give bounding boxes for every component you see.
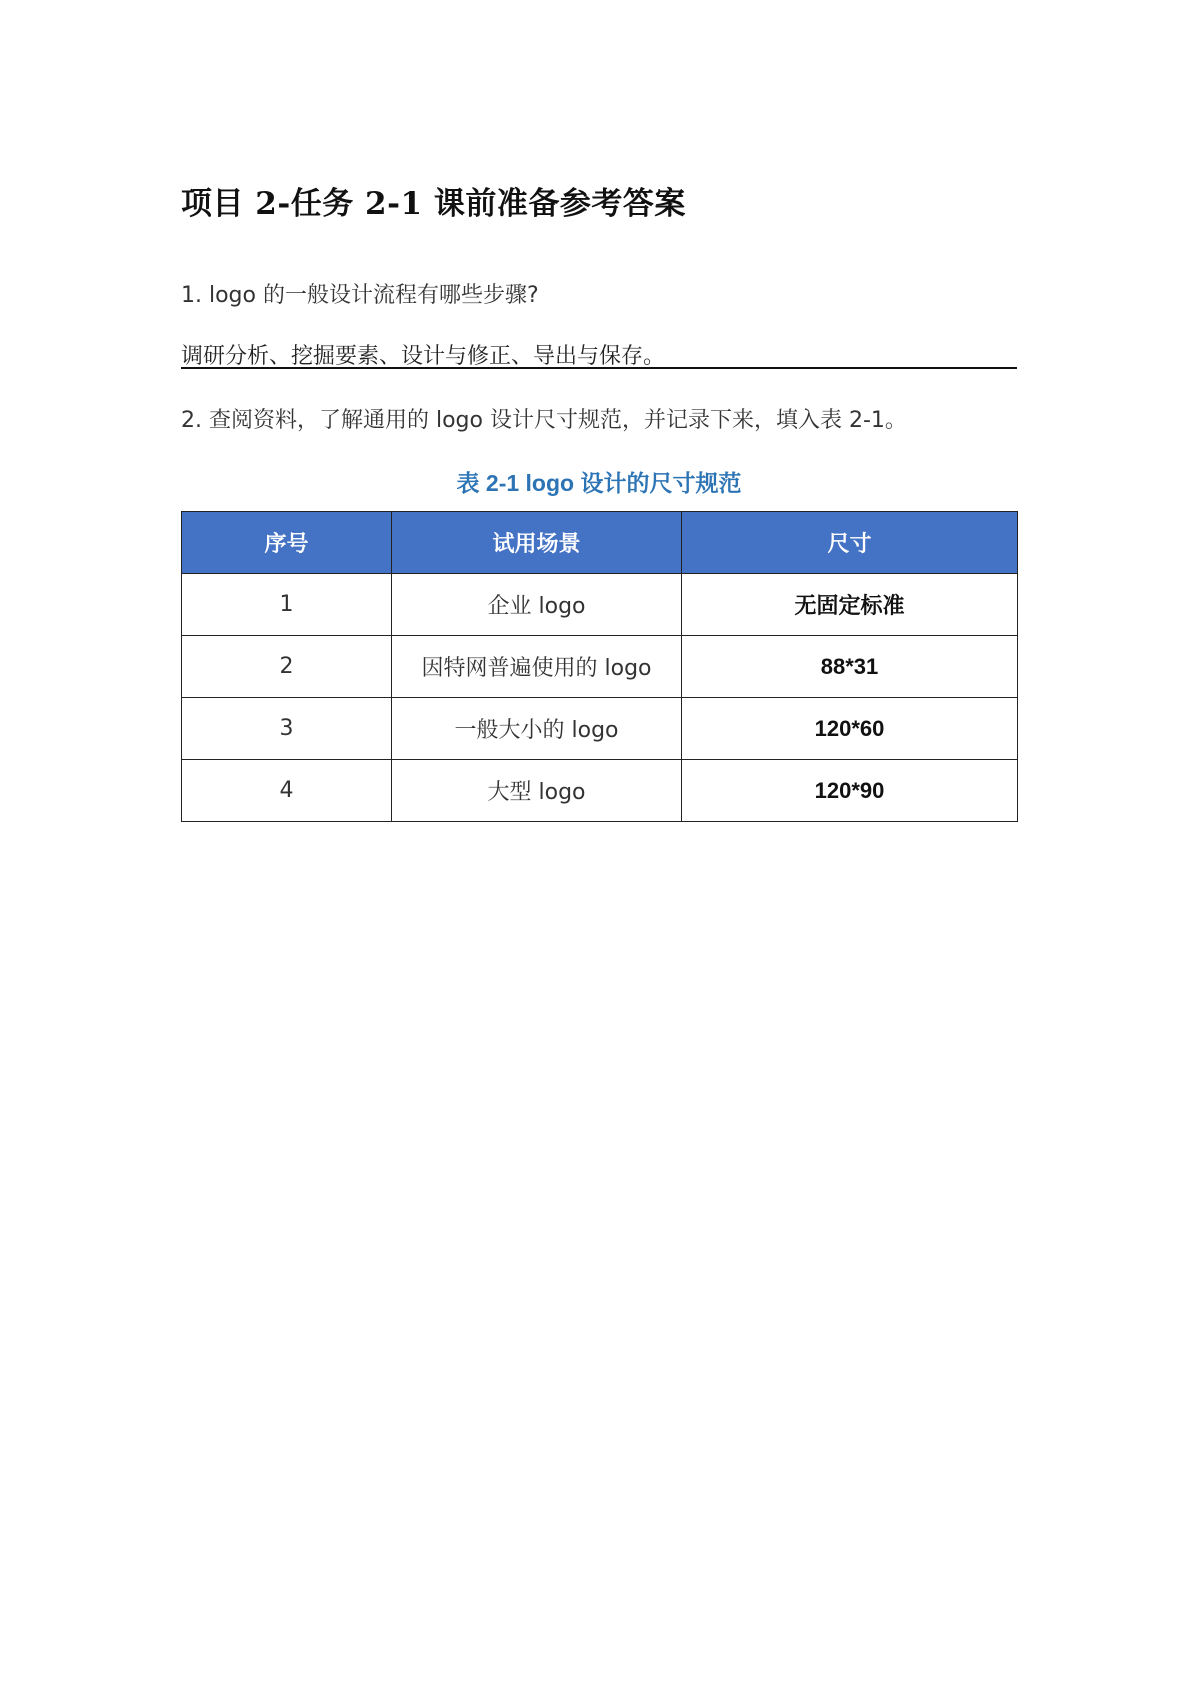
table-caption: 表 2-1 logo 设计的尺寸规范 [456, 470, 742, 496]
cell-size: 120*90 [682, 760, 1018, 822]
cell-index: 3 [182, 698, 392, 760]
cell-index: 1 [182, 574, 392, 636]
table-row [182, 574, 1018, 636]
cell-index: 2 [182, 636, 392, 698]
table-row [182, 636, 1018, 698]
header-scenario: 试用场景 [392, 512, 682, 574]
cell-size: 120*60 [682, 698, 1018, 760]
cell-scenario: 大型 logo [392, 760, 682, 822]
question-2: 2. 查阅资料，了解通用的 logo 设计尺寸规范，并记录下来，填入表 2-1。 [181, 408, 907, 433]
cell-scenario: 一般大小的 logo [392, 698, 682, 760]
header-size: 尺寸 [682, 512, 1018, 574]
logo-size-table [181, 511, 1018, 822]
question-1: 1. logo 的一般设计流程有哪些步骤? [181, 283, 539, 308]
header-index: 序号 [182, 512, 392, 574]
cell-size: 无固定标准 [682, 574, 1018, 636]
cell-index: 4 [182, 760, 392, 822]
table-row [182, 760, 1018, 822]
cell-size: 88*31 [682, 636, 1018, 698]
cell-scenario: 因特网普遍使用的 logo [392, 636, 682, 698]
answer-1: 调研分析、挖掘要素、设计与修正、导出与保存。 [181, 339, 1017, 369]
table-header-row [182, 512, 1018, 574]
document-title: 项目 2-任务 2-1 课前准备参考答案 [181, 186, 686, 222]
table-row [182, 698, 1018, 760]
cell-scenario: 企业 logo [392, 574, 682, 636]
